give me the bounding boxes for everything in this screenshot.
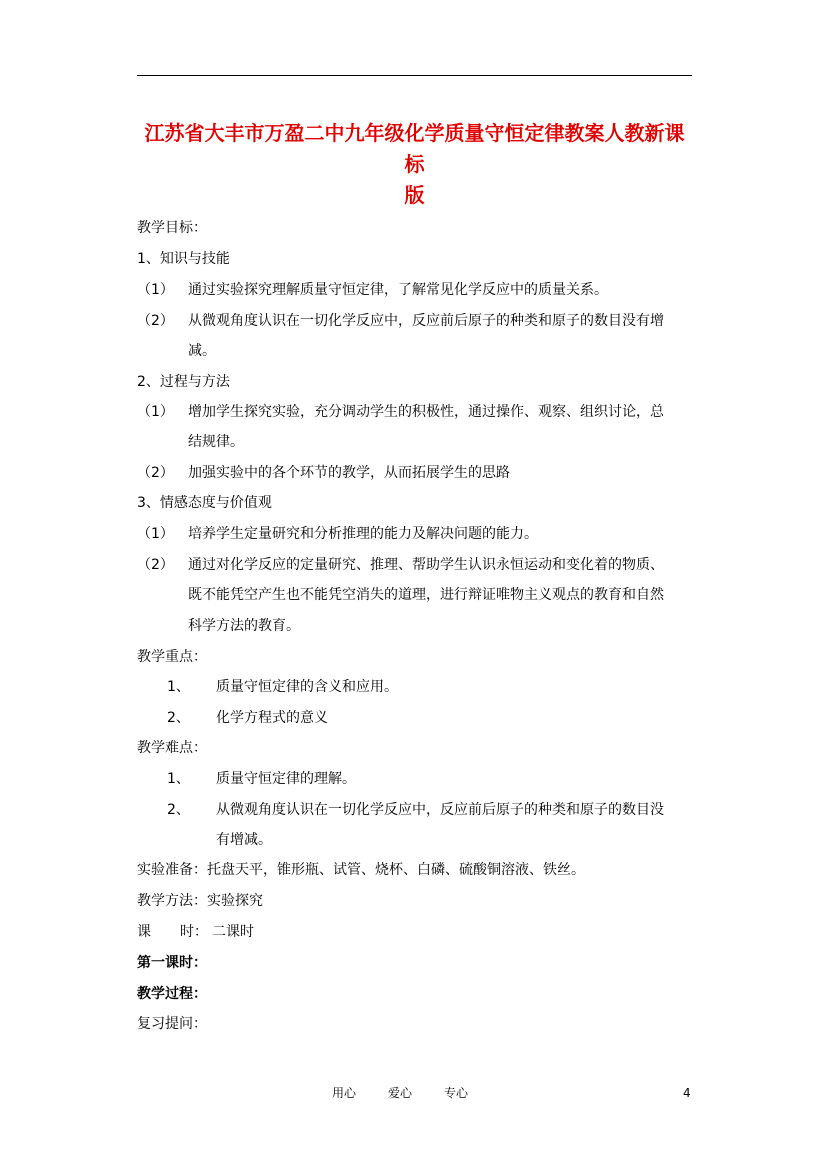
list-number: 2、 <box>167 802 190 818</box>
list-number: （1） <box>137 526 174 542</box>
section-3-heading: 3、情感态度与价值观 <box>137 495 272 511</box>
class-hours-label-2: 时： <box>180 924 208 940</box>
title-line-1: 江苏省大丰市万盈二中九年级化学质量守恒定律教案人教新课标 <box>144 121 685 176</box>
list-item-continuation: 减。 <box>188 343 216 359</box>
list-item: 培养学生定量研究和分析推理的能力及解决问题的能力。 <box>188 526 538 542</box>
list-item: 质量守恒定律的含义和应用。 <box>216 679 398 695</box>
list-number: （1） <box>137 282 174 298</box>
list-number: （1） <box>137 404 174 420</box>
title-line-2: 版 <box>404 183 425 207</box>
list-number: 1、 <box>167 771 190 787</box>
list-item: 通过实验探究理解质量守恒定律，了解常见化学反应中的质量关系。 <box>188 282 608 298</box>
difficulties-heading: 教学难点： <box>137 740 207 756</box>
section-2-heading: 2、过程与方法 <box>137 374 230 390</box>
section-1-heading: 1、知识与技能 <box>137 251 230 267</box>
footer-word-1: 用心 <box>332 1086 357 1100</box>
page-number: 4 <box>683 1086 691 1100</box>
list-item-continuation: 既不能凭空产生也不能凭空消失的道理，进行辩证唯物主义观点的教育和自然 <box>188 587 664 603</box>
list-number: 2、 <box>167 710 190 726</box>
experiment-prep: 实验准备：托盘天平，锥形瓶、试管、烧杯、白磷、硫酸铜溶液、铁丝。 <box>137 862 585 878</box>
list-number: （2） <box>137 465 174 481</box>
list-number: （2） <box>137 557 174 573</box>
review-questions-heading: 复习提问： <box>137 1016 207 1032</box>
list-item-continuation: 有增减。 <box>216 832 272 848</box>
list-item: 化学方程式的意义 <box>216 710 328 726</box>
list-item: 增加学生探究实验，充分调动学生的积极性，通过操作、观察、组织讨论，总 <box>188 404 664 420</box>
lesson-1-heading: 第一课时： <box>137 955 207 971</box>
goals-heading: 教学目标： <box>137 220 207 236</box>
footer-word-2: 爱心 <box>388 1086 413 1100</box>
list-item: 通过对化学反应的定量研究、推理、帮助学生认识永恒运动和变化着的物质、 <box>188 557 664 573</box>
list-number: 1、 <box>167 679 190 695</box>
class-hours-label: 课 <box>137 924 151 940</box>
list-number: （2） <box>137 313 174 329</box>
list-item: 加强实验中的各个环节的教学，从而拓展学生的思路 <box>188 465 510 481</box>
list-item-continuation: 科学方法的教育。 <box>188 618 300 634</box>
footer-word-3: 专心 <box>444 1086 469 1100</box>
header-rule <box>137 75 692 76</box>
list-item: 从微观角度认识在一切化学反应中，反应前后原子的种类和原子的数目没 <box>216 802 664 818</box>
list-item-continuation: 结规律。 <box>188 434 244 450</box>
list-item: 质量守恒定律的理解。 <box>216 771 356 787</box>
process-heading: 教学过程： <box>137 986 207 1002</box>
class-hours-value: 二课时 <box>212 924 254 940</box>
list-item: 从微观角度认识在一切化学反应中，反应前后原子的种类和原子的数目没有增 <box>188 313 664 329</box>
key-points-heading: 教学重点： <box>137 649 207 665</box>
teaching-method: 教学方法：实验探究 <box>137 893 263 909</box>
document-title <box>137 118 692 211</box>
